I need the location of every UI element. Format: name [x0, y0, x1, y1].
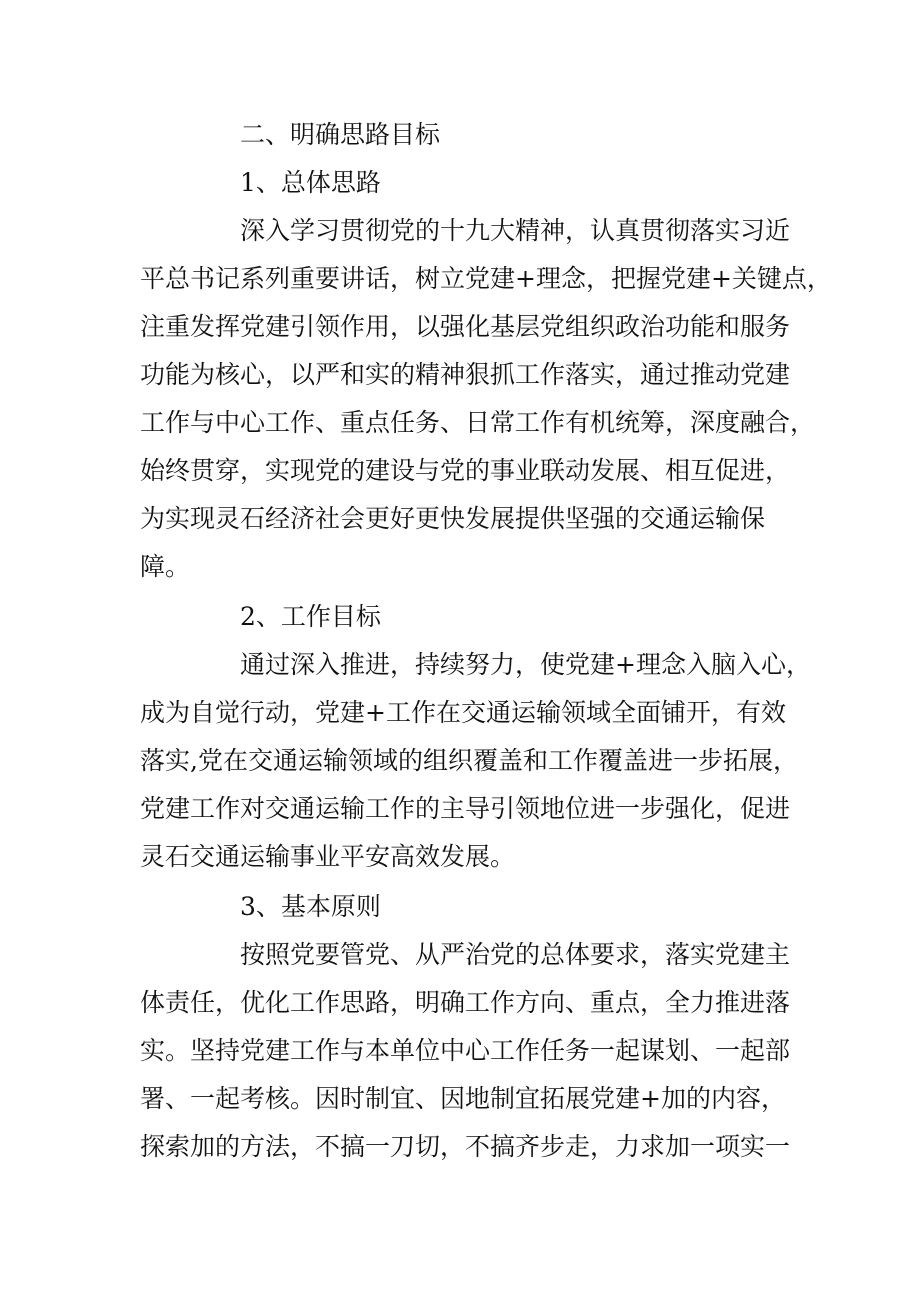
subsection-heading-work-goals: 2、工作目标 — [240, 602, 381, 631]
paragraph-line: 署、一起考核。因时制宜、因地制宜拓展党建+加的内容， — [140, 1084, 786, 1113]
paragraph-line: 工作与中心工作、重点任务、日常工作有机统筹，深度融合， — [140, 408, 816, 437]
paragraph-line: 成为自觉行动，党建+工作在交通运输领域全面铺开，有效 — [140, 698, 786, 727]
paragraph-line: 体责任，优化工作思路，明确工作方向、重点，全力推进落 — [140, 988, 791, 1017]
paragraph-line: 功能为核心，以严和实的精神狠抓工作落实，通过推动党建 — [140, 360, 791, 389]
paragraph-line: 党建工作对交通运输工作的主导引领地位进一步强化，促进 — [140, 794, 791, 823]
paragraph-line: 始终贯穿，实现党的建设与党的事业联动发展、相互促进， — [140, 456, 791, 485]
paragraph-line: 实。坚持党建工作与本单位中心工作任务一起谋划、一起部 — [140, 1036, 791, 1065]
paragraph-line: 平总书记系列重要讲话，树立党建+理念，把握党建+关键点， — [140, 264, 832, 293]
paragraph-line: 为实现灵石经济社会更好更快发展提供坚强的交通运输保 — [140, 504, 766, 533]
paragraph-line: 注重发挥党建引领作用，以强化基层党组织政治功能和服务 — [140, 312, 791, 341]
paragraph-line: 落实,党在交通运输领域的组织覆盖和工作覆盖进一步拓展， — [140, 746, 798, 775]
paragraph-line: 通过深入推进，持续努力，使党建+理念入脑入心， — [240, 650, 811, 679]
paragraph-line: 按照党要管党、从严治党的总体要求，落实党建主 — [240, 940, 791, 969]
section-heading: 二、明确思路目标 — [240, 120, 441, 149]
paragraph-line: 探索加的方法，不搞一刀切，不搞齐步走，力求加一项实一 — [140, 1132, 791, 1161]
subsection-heading-overall-approach: 1、总体思路 — [240, 168, 381, 197]
paragraph-line: 障。 — [140, 552, 191, 581]
paragraph-line: 灵石交通运输事业平安高效发展。 — [140, 842, 516, 871]
paragraph-line: 深入学习贯彻党的十九大精神，认真贯彻落实习近 — [240, 216, 791, 245]
subsection-heading-basic-principles: 3、基本原则 — [240, 892, 381, 921]
